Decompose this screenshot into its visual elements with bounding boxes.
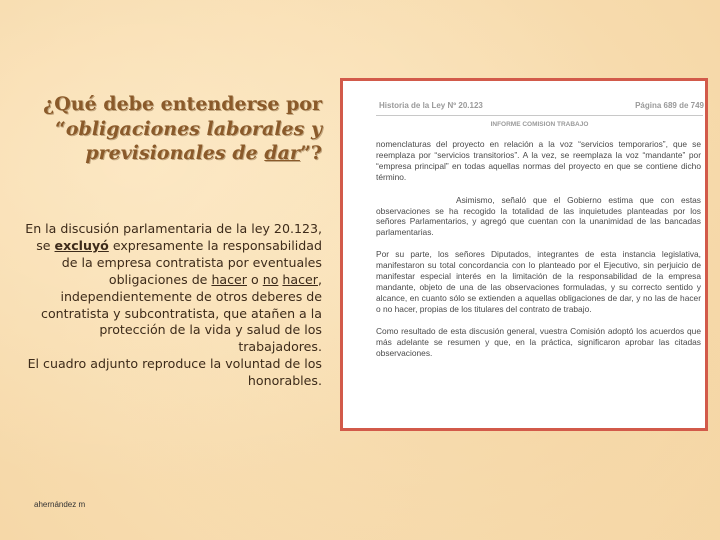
document-paragraph: Asimismo, señaló que el Gobierno estima que con estas observaciones se ha recogido la totalidad de las inquietudes planteadas por los señores Parlamentarios, y agregó que cuentan con la unanimidad de las bancadas parlamentarias. <box>376 194 701 238</box>
document-excerpt-frame <box>340 78 708 431</box>
document-header <box>379 101 704 110</box>
word-hacer: hacer <box>211 271 247 287</box>
document-paragraph: Como resultado de esta discusión general, vuestra Comisión adoptó los acuerdos que más adelante se resumen y que, en la práctica, significaron aprobar las citadas observaciones. <box>376 325 701 358</box>
slide-body-closing: El cuadro adjunto reproduce la voluntad de los honorables. <box>27 356 322 389</box>
slide-title <box>30 92 322 166</box>
document-header-page: Página 689 de 749 <box>635 101 704 110</box>
title-text-end: ”? <box>299 142 322 164</box>
word-excluyo: excluyó <box>54 237 109 253</box>
document-header-rule <box>376 115 703 116</box>
title-text-italic: obligaciones laborales y previsionales de dar <box>65 117 322 164</box>
slide-body-text: En la discusión parlamentaria de la ley 20.123, se excluyó expresamente la responsabilidad de la empresa contratista por eventuales obligaciones de hacer o no hacer, independientemente de otros deberes de contratista y subcontratista, que atañen a la protección de la vida y salud de los trabajadores. El cuadro adjunto reproduce la voluntad de los honorables. <box>25 221 322 389</box>
document-subheader: INFORME COMISION TRABAJO <box>490 121 589 128</box>
title-text-dar: dar <box>264 142 300 164</box>
author-credit: ahernández m <box>34 500 86 509</box>
document-excerpt <box>376 101 706 358</box>
document-paragraph: Por su parte, los señores Diputados, integrantes de esta instancia legislativa, manifestaron su total concordancia con lo planteado por el Ejecutivo, sin perjuicio de manifestar especial interés en la limitación de la responsabilidad de la empresa mandante, objeto de una de las observaciones formuladas, y su correcto sentido y alcance, en cuanto sólo se extienden a aquellas obligaciones de dar, y no las de hacer o no hacer, propias de los titulares del contrato de trabajo. <box>376 249 701 314</box>
word-no: no <box>262 271 279 287</box>
document-paragraph: nomenclaturas del proyecto en relación a la voz “servicios temporarios”, que se reemplaza por “servicios transitorios”. A la vez, se reemplaza la voz “mandante” por “empresa principal” en todas aquellas normas del proyecto en que se contiene dicho término. <box>376 139 701 182</box>
word-hacer-2: hacer <box>282 271 318 287</box>
title-text-start: ¿Qué debe entenderse por “ <box>43 93 322 140</box>
document-header-title: Historia de la Ley Nº 20.123 <box>379 101 483 110</box>
